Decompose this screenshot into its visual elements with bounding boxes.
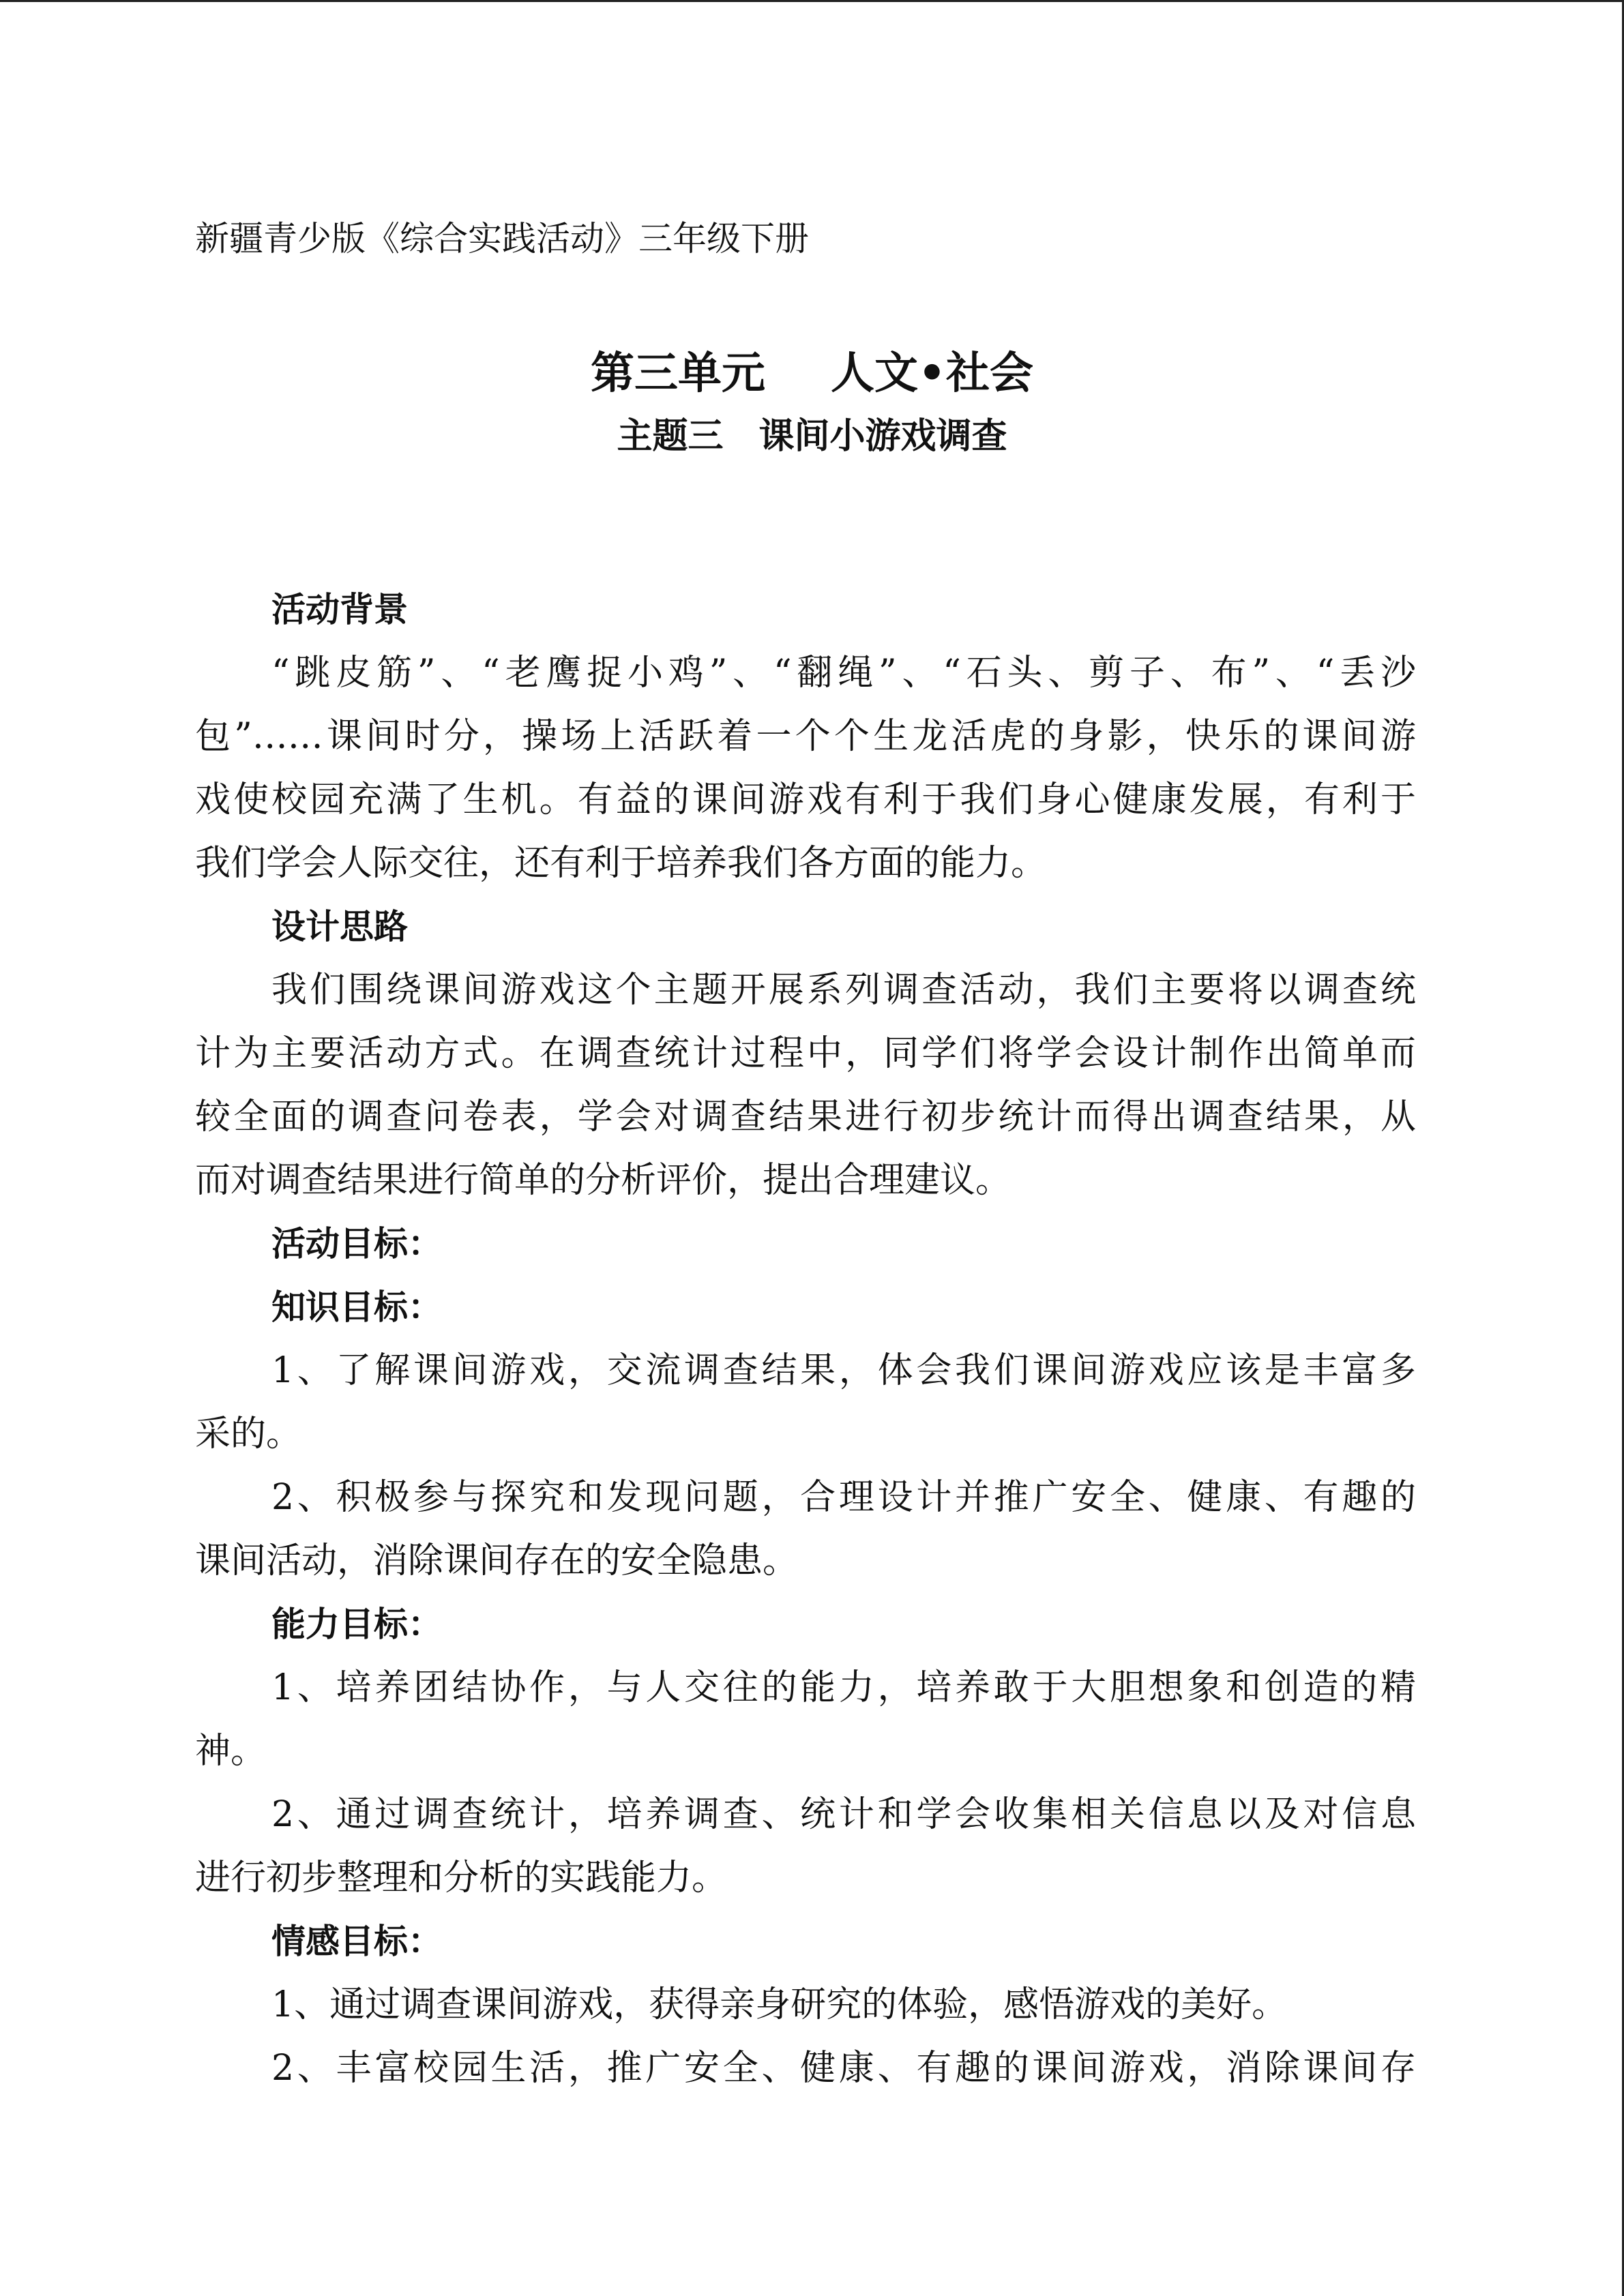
- book-header: 新疆青少版《综合实践活动》三年级下册: [195, 219, 809, 258]
- goal-line: 2、通过调查统计，培养调查、统计和学会收集相关信息以及对信息: [271, 1794, 1416, 1835]
- section-heading-goals: 活动目标：: [271, 1224, 442, 1264]
- goal-line: 采的。: [195, 1414, 302, 1455]
- goal-line: 进行初步整理和分析的实践能力。: [195, 1858, 728, 1898]
- section-heading-design: 设计思路: [271, 907, 408, 946]
- paragraph-line: 戏使校园充满了生机。有益的课间游戏有利于我们身心健康发展，有利于: [195, 779, 1416, 820]
- subheading-ability: 能力目标：: [271, 1605, 442, 1644]
- goal-line: 1、通过调查课间游戏，获得亲身研究的体验，感悟游戏的美好。: [271, 1984, 1288, 2025]
- goal-line: 2、丰富校园生活，推广安全、健康、有趣的课间游戏，消除课间存: [271, 2048, 1416, 2089]
- paragraph-line: 较全面的调查问卷表，学会对调查结果进行初步统计而得出调查结果，从: [195, 1097, 1416, 1137]
- section-heading-background: 活动背景: [271, 590, 408, 629]
- unit-number: 第三单元: [591, 348, 766, 399]
- paragraph-line: 而对调查结果进行简单的分析评价，提出合理建议。: [195, 1160, 1012, 1201]
- paragraph-line: 包”……课间时分，操场上活跃着一个个生龙活虎的身影，快乐的课间游: [195, 716, 1416, 757]
- goal-line: 1、了解课间游戏，交流调查结果，体会我们课间游戏应该是丰富多: [271, 1350, 1416, 1391]
- topic-title: [0, 411, 1624, 462]
- subheading-knowledge: 知识目标：: [271, 1287, 442, 1327]
- subheading-emotion: 情感目标：: [271, 1922, 442, 1961]
- goal-line: 神。: [195, 1731, 267, 1772]
- unit-name: 人文•社会: [831, 348, 1033, 399]
- goal-line: 2、积极参与探究和发现问题，合理设计并推广安全、健康、有趣的: [271, 1477, 1416, 1518]
- topic-number: 主题三: [617, 416, 724, 457]
- topic-name: 课间小游戏调查: [758, 416, 1007, 457]
- paragraph-line: 计为主要活动方式。在调查统计过程中，同学们将学会设计制作出简单而: [195, 1033, 1416, 1074]
- paragraph-line: 我们围绕课间游戏这个主题开展系列调查活动，我们主要将以调查统: [271, 970, 1416, 1011]
- document-body: [195, 578, 1416, 2100]
- paragraph-line: “跳皮筋”、“老鹰捉小鸡”、“翻绳”、“石头、剪子、布”、“丢沙: [271, 653, 1416, 694]
- goal-line: 1、培养团结协作，与人交往的能力，培养敢于大胆想象和创造的精: [271, 1667, 1416, 1708]
- unit-title: [0, 343, 1624, 404]
- paragraph-line: 我们学会人际交往，还有利于培养我们各方面的能力。: [195, 843, 1047, 884]
- goal-line: 课间活动，消除课间存在的安全隐患。: [195, 1540, 799, 1581]
